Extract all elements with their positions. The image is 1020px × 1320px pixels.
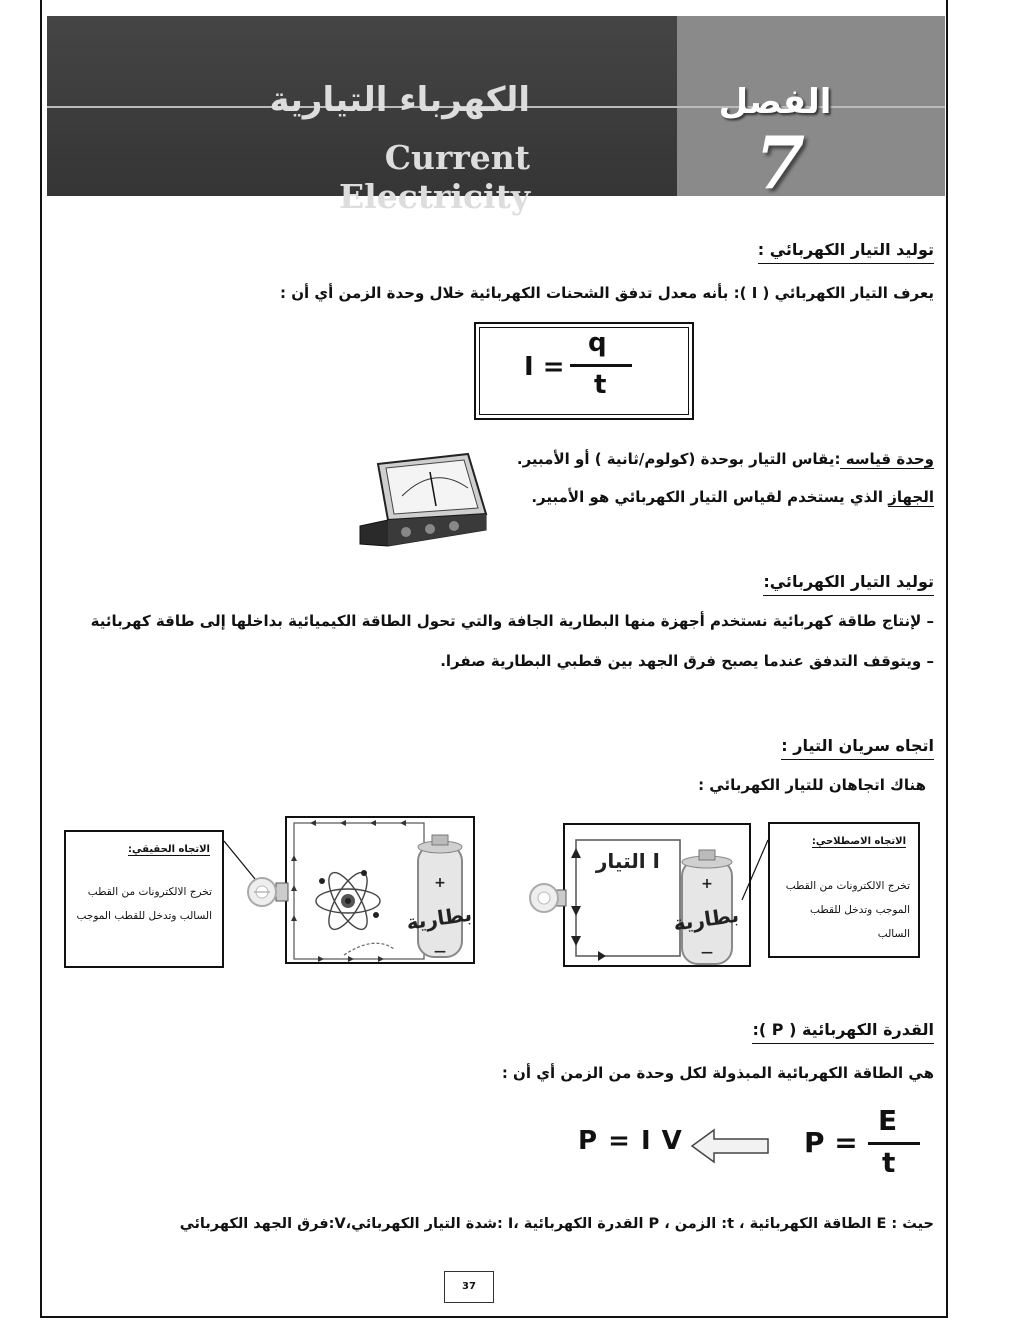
bullet-item-1: – لإنتاج طاقة كهربائية نستخدم أجهزة منها البطارية الجافة والتي تحول الطاقة الكيميائية بداخلها إلى طاقة كهربائية: [90, 612, 934, 630]
current-arrow-label: التيار I: [595, 849, 660, 873]
bullet-item-2: – ويتوقف التدفق عندما يصبح فرق الجهد بين قطبي البطارية صفرا.: [440, 652, 934, 670]
unit-text: :يقاس التيار بوحدة (كولوم/ثانية ) أو الأمبير.: [516, 450, 841, 468]
power-formula-lhs: P =: [804, 1126, 858, 1159]
battery-label: بطارية: [671, 902, 741, 936]
left-arrow-icon: [690, 1128, 770, 1164]
battery-minus: —: [701, 945, 713, 959]
battery-plus: +: [701, 876, 713, 892]
chapter-number: 7: [754, 120, 806, 205]
section-heading-electric-power: القدرة الكهربائية ( P ):: [752, 1020, 934, 1044]
battery-plus: +: [434, 875, 446, 891]
real-direction-title: الاتجاه الحقيقي:: [128, 844, 210, 855]
symbol-legend: حيث : E الطاقة الكهربائية ، t: الزمن ، P القدرة الكهربائية ،I :شدة التيار الكهربائي،V:فرق الجهد الكهربائي: [179, 1216, 934, 1232]
chapter-label: الفصل: [718, 82, 832, 122]
section-heading-current-generation: توليد التيار الكهربائي :: [758, 240, 934, 264]
power-definition: هي الطاقة الكهربائية المبذولة لكل وحدة من الزمن أي أن :: [501, 1064, 934, 1082]
battery-label: بطارية: [404, 901, 474, 935]
section-heading-current-direction: اتجاه سريان التيار :: [781, 736, 934, 760]
conventional-direction-text: تخرج الالكترونات من القطب الموجب وتدخل للقطب السالب: [785, 880, 910, 940]
fraction-bar: [570, 364, 632, 367]
chapter-title-english: Current Electricity: [339, 138, 530, 216]
fraction-bar: [868, 1142, 920, 1145]
formula-denominator: t: [594, 370, 607, 400]
real-direction-circuit: [224, 815, 480, 967]
device-line: [531, 488, 934, 506]
ammeter-image: [358, 450, 488, 552]
power-formula-numerator: E: [878, 1104, 898, 1137]
unit-line: [517, 450, 934, 468]
real-direction-text: تخرج الالكترونات من القطب السالب وتدخل للقطب الموجب: [76, 886, 212, 922]
power-formula-energy: [804, 1104, 924, 1184]
bullet-mark: –: [926, 612, 934, 630]
device-label: الجهاز: [888, 488, 934, 506]
battery-minus: —: [434, 944, 446, 958]
page-number: 37: [444, 1271, 494, 1303]
current-direction-intro: هناك اتجاهان للتيار الكهربائي :: [698, 776, 926, 794]
power-formula-denominator: t: [882, 1146, 896, 1179]
device-text: الذي يستخدم لقياس التيار الكهربائي هو الأمبير.: [531, 488, 889, 506]
real-direction-box: [64, 830, 224, 968]
formula-numerator: q: [588, 328, 607, 358]
current-formula-box: [474, 322, 694, 420]
conventional-direction-circuit: [520, 820, 770, 968]
formula-lhs: I =: [524, 352, 565, 382]
unit-label: وحدة قياسه: [840, 450, 934, 468]
section-heading-current-generation-2: توليد التيار الكهربائي:: [763, 572, 934, 596]
current-definition: يعرف التيار الكهربائي ( I ): بأنه معدل تدفق الشحنات الكهربائية خلال وحدة الزمن أي أن :: [280, 284, 934, 302]
chapter-title-arabic: الكهرباء التيارية: [269, 80, 530, 120]
power-formula-iv: P = I V: [578, 1126, 683, 1156]
conventional-direction-box: [768, 822, 920, 958]
conventional-direction-title: الاتجاه الاصطلاحي:: [811, 836, 906, 847]
bullet-mark: –: [926, 652, 934, 670]
